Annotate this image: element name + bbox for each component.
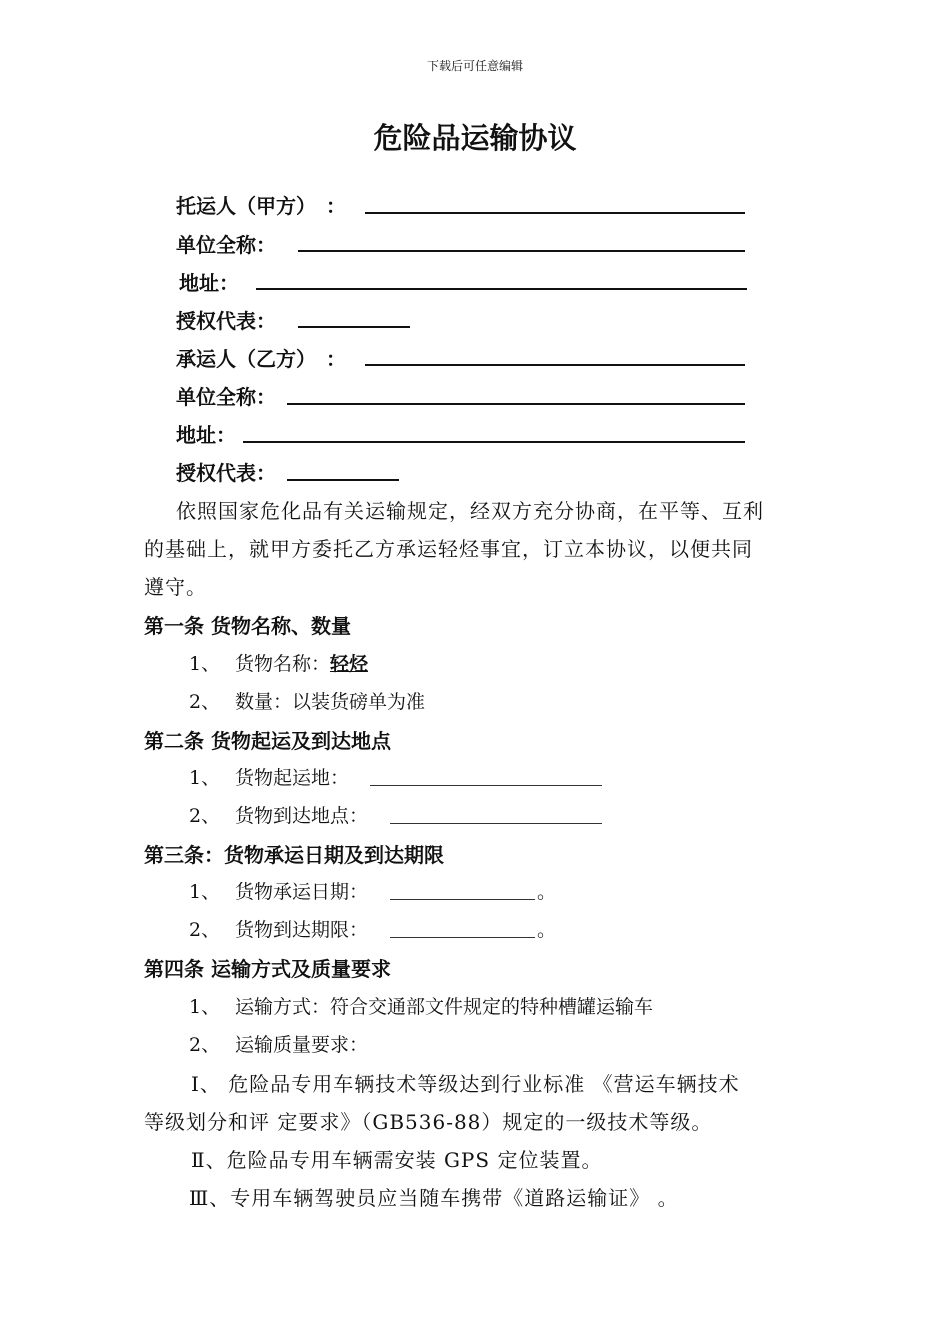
- section-1-heading: 第一条 货物名称、数量: [144, 614, 351, 638]
- departure-place-blank: [370, 785, 602, 786]
- shipping-date-end: 。: [537, 881, 557, 903]
- section-1-item-2-number: 2、: [189, 691, 221, 713]
- carrier-company-blank: [287, 403, 745, 405]
- consignor-address-blank: [256, 288, 747, 290]
- consignor-company-label: 单位全称：: [176, 233, 276, 257]
- intro-line-3: 遵守。: [144, 575, 207, 599]
- section-1-item-1: [235, 649, 368, 676]
- section-2-heading: 第二条 货物起运及到达地点: [144, 729, 391, 753]
- section-3-item-1-number: 1、: [189, 881, 221, 903]
- section-4-item-2-number: 2、: [189, 1034, 221, 1056]
- carrier-company-label: 单位全称：: [176, 385, 276, 409]
- intro-line-1: 依照国家危化品有关运输规定，经双方充分协商，在平等、互利: [176, 499, 764, 523]
- consignor-address-label: 地址：: [179, 271, 239, 295]
- carrier-representative-label: 授权代表：: [176, 461, 276, 485]
- section-3-item-2-number: 2、: [189, 919, 221, 941]
- section-2-item-1-number: 1、: [189, 767, 221, 789]
- section-1-item-2: 数量：以装货磅单为准: [235, 691, 426, 713]
- shipping-date-label: 货物承运日期：: [235, 881, 369, 903]
- arrival-deadline-blank: [390, 937, 535, 938]
- consignor-company-blank: [298, 250, 745, 252]
- requirement-1-line-2: 等级划分和评 定要求》（GB536-88）规定的一级技术等级。: [144, 1110, 713, 1134]
- section-1-item-1-number: 1、: [189, 653, 221, 675]
- departure-place-label: 货物起运地：: [235, 767, 350, 789]
- carrier-label: 承运人（乙方） ：: [176, 347, 346, 371]
- shipping-date-blank: [390, 899, 535, 900]
- quality-requirements-label: 运输质量要求：: [235, 1034, 369, 1056]
- page-title: 危险品运输协议: [373, 121, 577, 155]
- carrier-address-label: 地址：: [176, 423, 236, 447]
- header-note: 下载后可任意编辑: [426, 59, 523, 73]
- intro-line-2: 的基础上，就甲方委托乙方承运轻烃事宜，订立本协议，以便共同: [144, 537, 753, 561]
- requirement-3: Ⅲ、专用车辆驾驶员应当随车携带《道路运输证》 。: [189, 1186, 679, 1210]
- arrival-place-blank: [390, 823, 602, 824]
- carrier-representative-blank: [287, 479, 399, 481]
- requirement-2: Ⅱ、危险品专用车辆需安装 GPS 定位装置。: [191, 1148, 603, 1172]
- arrival-deadline-end: 。: [537, 919, 557, 941]
- transport-method: 运输方式：符合交通部文件规定的特种槽罐运输车: [235, 996, 654, 1018]
- carrier-blank: [365, 364, 745, 366]
- section-3-heading: 第三条：货物承运日期及到达期限: [144, 843, 444, 867]
- consignor-label: 托运人（甲方） ：: [176, 194, 346, 218]
- carrier-address-blank: [243, 441, 745, 443]
- arrival-place-label: 货物到达地点：: [235, 805, 369, 827]
- consignor-representative-label: 授权代表：: [176, 309, 276, 333]
- consignor-representative-blank: [298, 326, 410, 328]
- goods-name-value: 轻烃: [330, 653, 369, 675]
- requirement-1-line-1: Ⅰ、 危险品专用车辆技术等级达到行业标准 《营运车辆技术: [191, 1072, 740, 1096]
- consignor-blank: [365, 212, 745, 214]
- goods-name-label: 货物名称：: [235, 653, 331, 675]
- arrival-deadline-label: 货物到达期限：: [235, 919, 369, 941]
- section-2-item-2-number: 2、: [189, 805, 221, 827]
- section-4-item-1-number: 1、: [189, 996, 221, 1018]
- section-4-heading: 第四条 运输方式及质量要求: [144, 957, 391, 981]
